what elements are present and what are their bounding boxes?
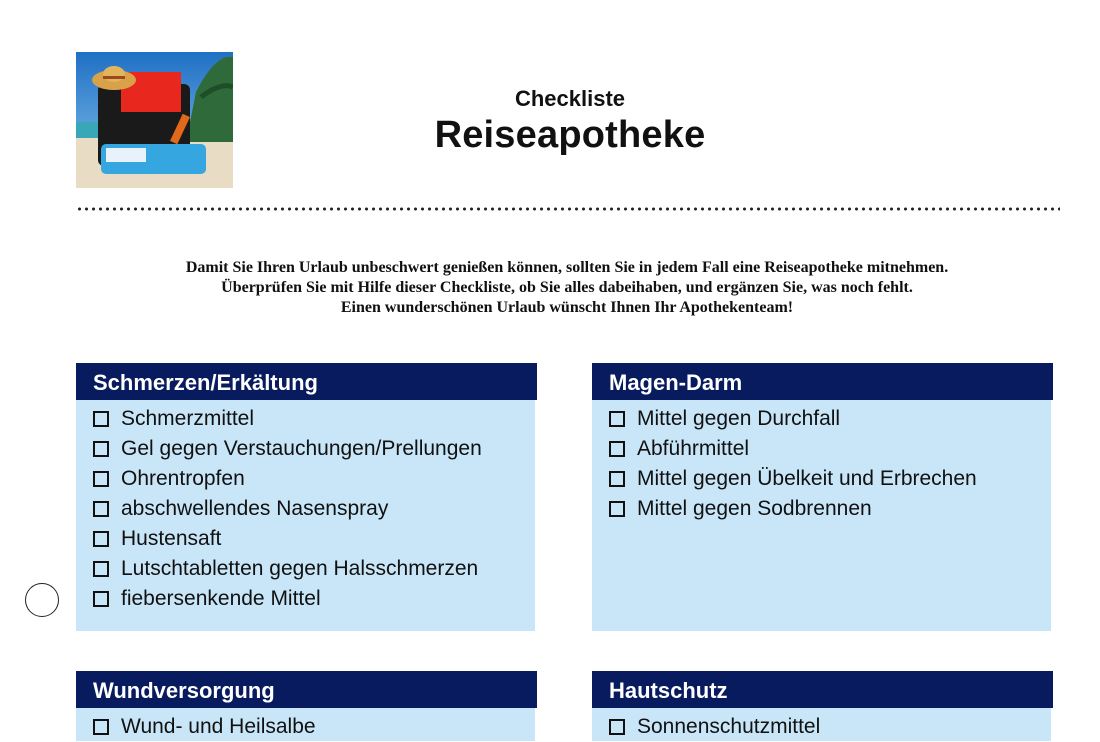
checklist xyxy=(76,400,535,614)
item-label: Abführmittel xyxy=(637,437,750,460)
checkbox[interactable] xyxy=(93,471,109,487)
checklist-item[interactable] xyxy=(93,554,535,584)
item-label: Gel gegen Verstauchungen/Prellungen xyxy=(121,437,482,460)
item-label: Sonnenschutzmittel xyxy=(637,715,821,738)
checkbox[interactable] xyxy=(609,411,625,427)
checklist xyxy=(76,708,535,742)
checklist-item[interactable] xyxy=(609,464,1051,494)
intro-text xyxy=(0,258,1100,318)
item-label: abschwellendes Nasenspray xyxy=(121,497,389,520)
checkbox[interactable] xyxy=(93,591,109,607)
checklist xyxy=(592,400,1051,524)
checklist-item[interactable] xyxy=(93,434,535,464)
checkbox[interactable] xyxy=(93,501,109,517)
checkbox[interactable] xyxy=(609,471,625,487)
checklist-item[interactable] xyxy=(609,434,1051,464)
checkbox[interactable] xyxy=(609,719,625,735)
dotted-divider xyxy=(76,207,1060,211)
item-label: Schmerzmittel xyxy=(121,407,255,430)
checklist-item[interactable] xyxy=(609,712,1051,742)
item-label: Mittel gegen Sodbrennen xyxy=(637,497,872,520)
checklist-item[interactable] xyxy=(93,584,535,614)
item-label: fiebersenkende Mittel xyxy=(121,587,321,610)
checklist-item[interactable] xyxy=(93,712,535,742)
item-label: Mittel gegen Durchfall xyxy=(637,407,841,430)
intro-line: Einen wunderschönen Urlaub wünscht Ihnen Ihr Apothekenteam! xyxy=(340,299,794,316)
checklist-item[interactable] xyxy=(609,404,1051,434)
intro-line: Damit Sie Ihren Urlaub unbeschwert genießen können, sollten Sie in jedem Fall eine Reiseapotheke mitnehmen. xyxy=(185,259,949,276)
section-schmerzen xyxy=(76,363,535,631)
section-magen-darm xyxy=(592,363,1051,631)
checkbox[interactable] xyxy=(609,501,625,517)
document-kicker: Checkliste xyxy=(514,86,626,111)
punch-hole-circle xyxy=(25,583,59,617)
section-wundversorgung xyxy=(76,671,535,741)
document-title: Reiseapotheke xyxy=(434,114,706,156)
checklist-item[interactable] xyxy=(93,524,535,554)
intro-line: Überprüfen Sie mit Hilfe dieser Checkliste, ob Sie alles dabeihaben, und ergänzen Sie, was noch fehlt. xyxy=(221,279,913,296)
section-hautschutz xyxy=(592,671,1051,741)
checkbox[interactable] xyxy=(93,411,109,427)
checklist-item[interactable] xyxy=(609,494,1051,524)
checkbox[interactable] xyxy=(93,441,109,457)
item-label: Hustensaft xyxy=(121,527,222,550)
checkbox[interactable] xyxy=(609,441,625,457)
checklist-item[interactable] xyxy=(93,464,535,494)
item-label: Mittel gegen Übelkeit und Erbrechen xyxy=(637,467,977,490)
checklist-item[interactable] xyxy=(93,494,535,524)
section-title: Hautschutz xyxy=(592,671,1053,708)
checkbox[interactable] xyxy=(93,561,109,577)
item-label: Wund- und Heilsalbe xyxy=(121,715,316,738)
checkbox[interactable] xyxy=(93,719,109,735)
checklist-item[interactable] xyxy=(93,404,535,434)
checkbox[interactable] xyxy=(93,531,109,547)
item-label: Ohrentropfen xyxy=(121,467,245,490)
item-label: Lutschtabletten gegen Halsschmerzen xyxy=(121,557,479,580)
section-title: Magen-Darm xyxy=(592,363,1053,400)
section-title: Wundversorgung xyxy=(76,671,537,708)
section-title: Schmerzen/Erkältung xyxy=(76,363,537,400)
checklist xyxy=(592,708,1051,742)
